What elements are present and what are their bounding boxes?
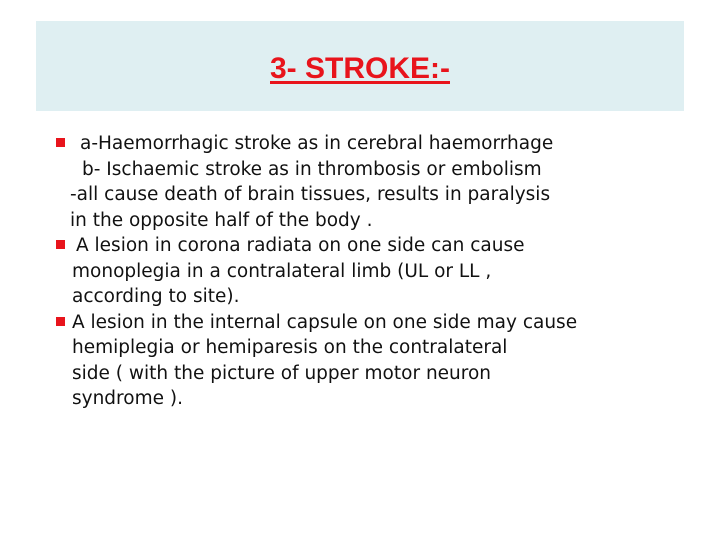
bullet-line: a-Haemorrhagic stroke as in cerebral haemorrhage (80, 133, 554, 154)
slide-title: 3- STROKE:- (270, 52, 450, 85)
bullet-line: A lesion in the internal capsule on one side may cause (72, 311, 578, 333)
square-bullet-icon (56, 138, 65, 147)
bullet-line: monoplegia in a contralateral limb (UL or LL , (72, 260, 492, 282)
bullet-line: hemiplegia or hemiparesis on the contralateral (72, 337, 508, 358)
bullet-line: A lesion in corona radiata on one side can cause (76, 235, 525, 256)
bullet-line: side ( with the picture of upper motor neuron (72, 362, 492, 384)
square-bullet-icon (56, 240, 65, 249)
title-band (36, 21, 684, 111)
bullet-item (56, 233, 676, 310)
bullet-item (56, 310, 676, 412)
slide-body (56, 131, 676, 412)
bullet-line: in the opposite half of the body . (70, 209, 373, 231)
bullet-line: b- Ischaemic stroke as in thrombosis or embolism (82, 158, 542, 180)
bullet-line: -all cause death of brain tissues, results in paralysis (70, 184, 551, 205)
bullet-line: syndrome ). (72, 388, 183, 409)
bullet-item (56, 131, 676, 233)
square-bullet-icon (56, 317, 65, 326)
bullet-line: according to site). (72, 286, 240, 307)
